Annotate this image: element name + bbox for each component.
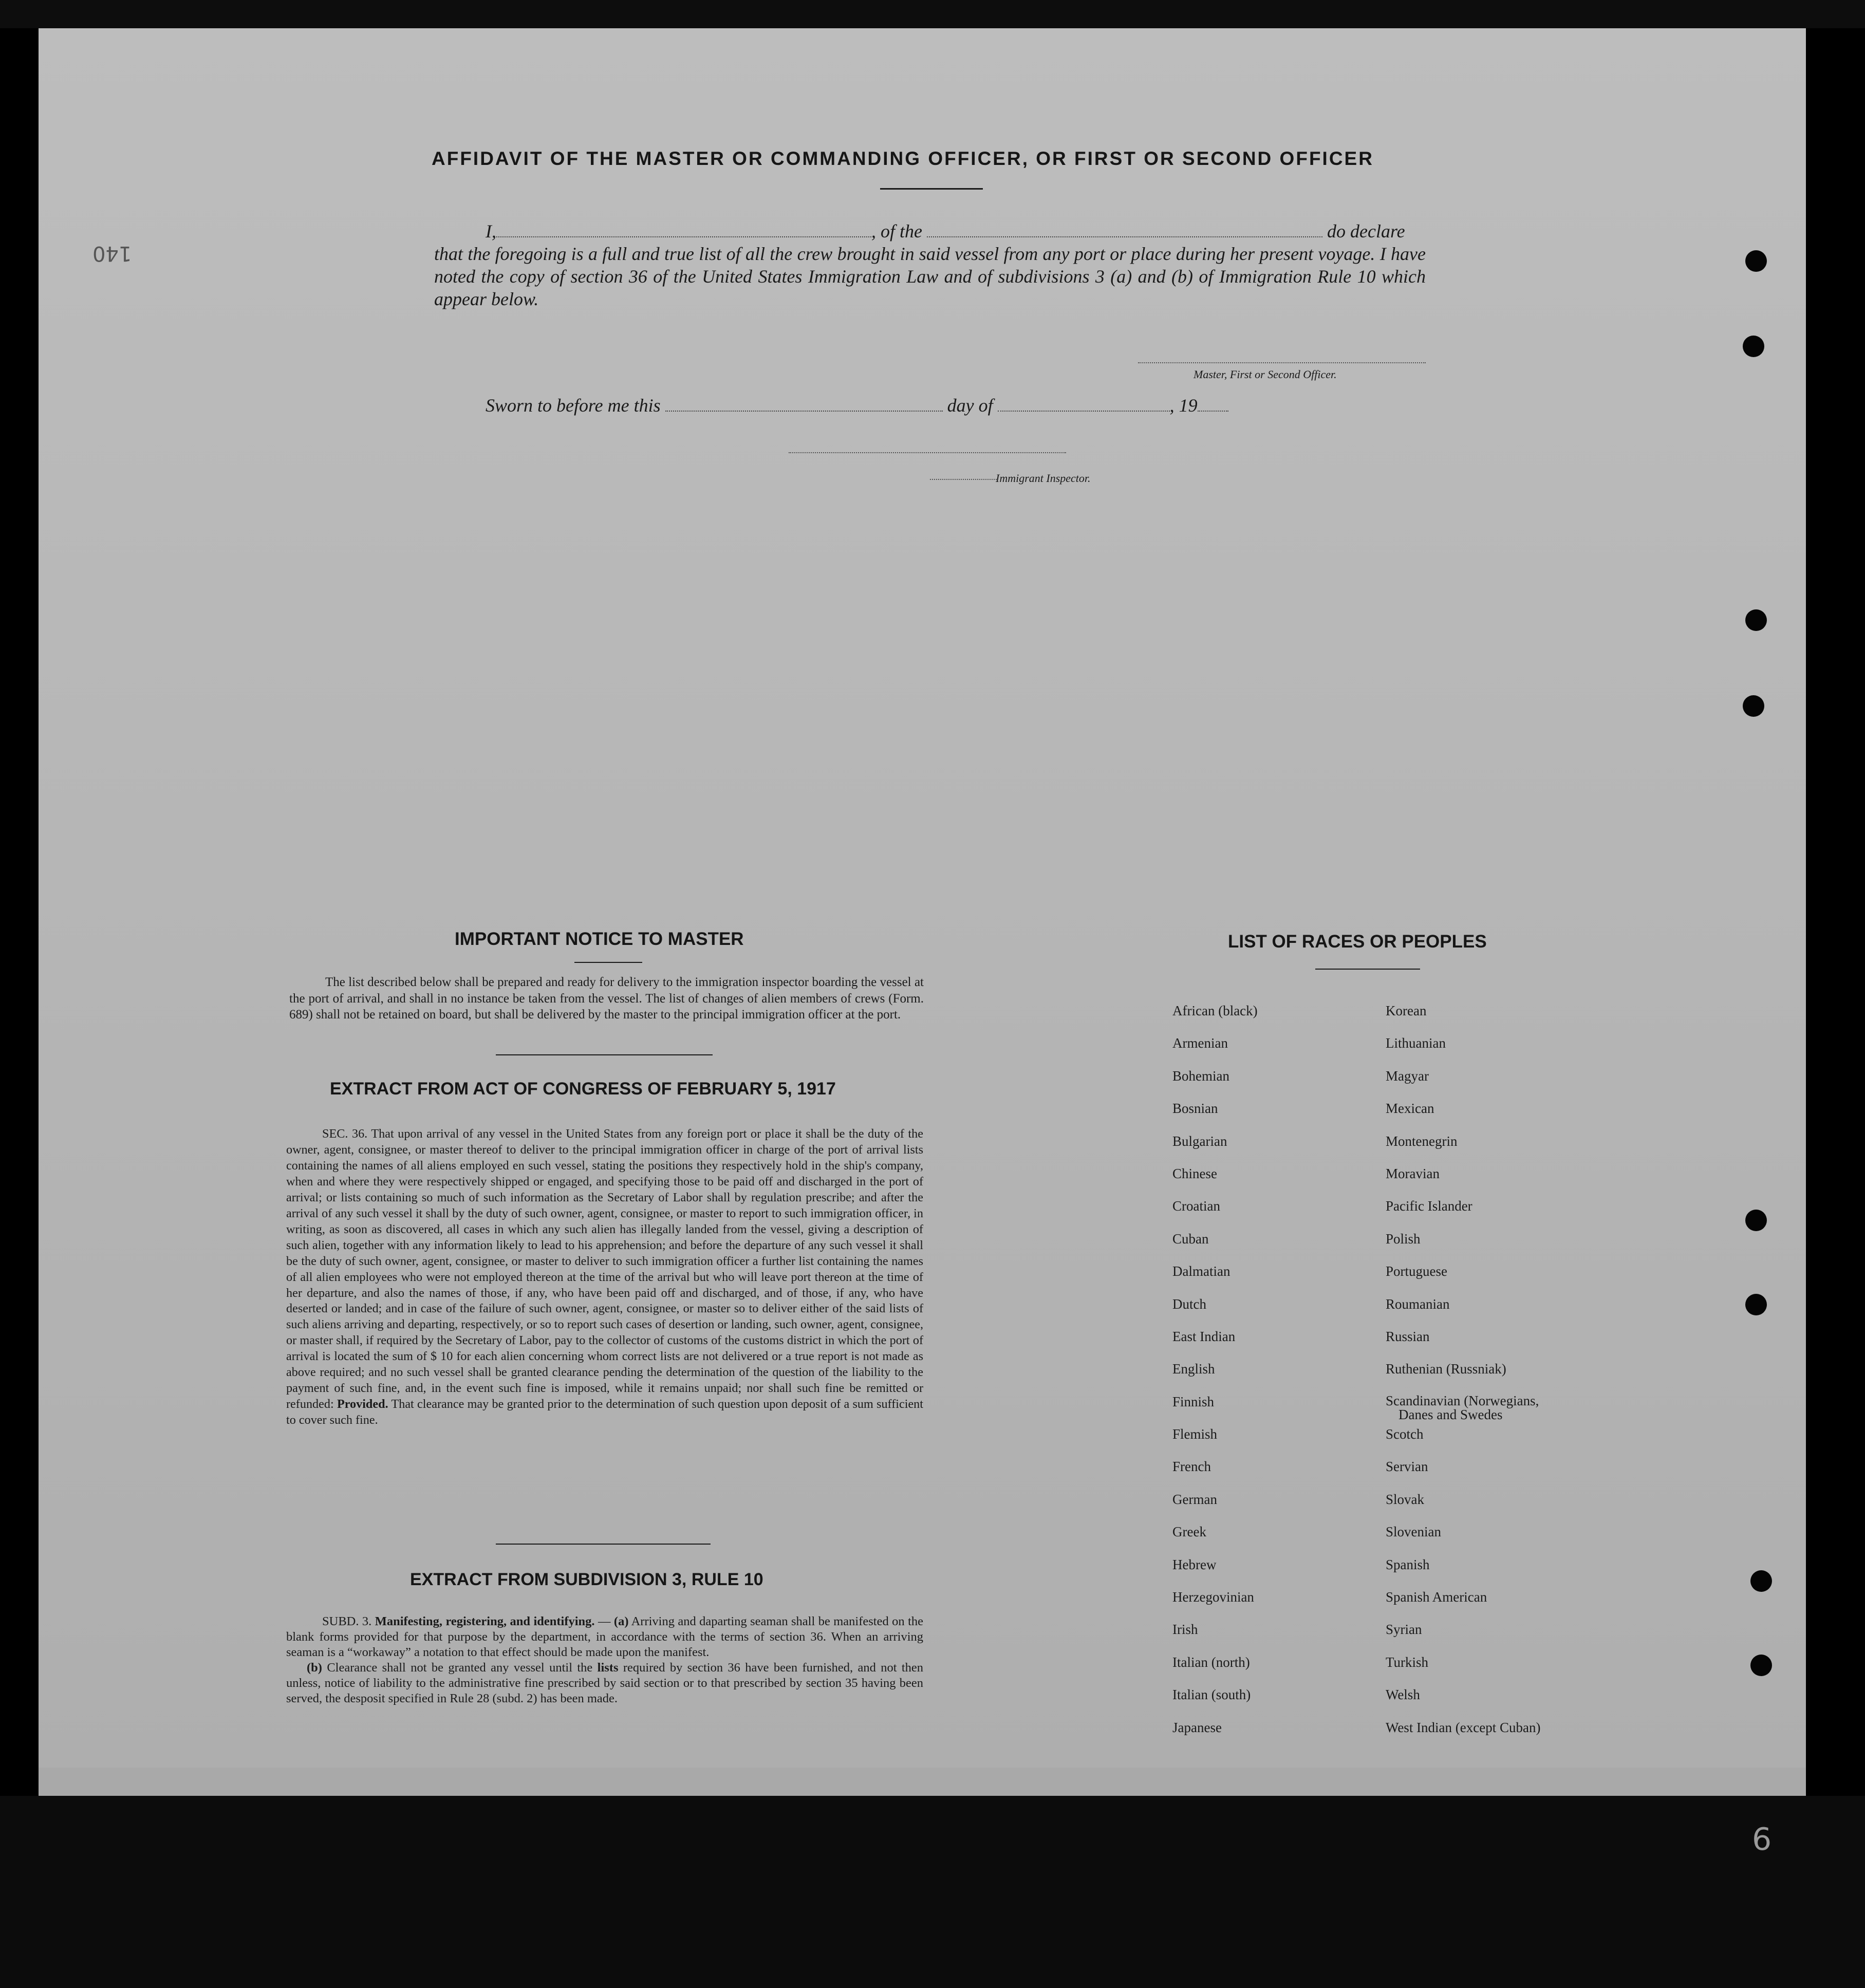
race-item: Magyar [1386, 1068, 1429, 1084]
race-item: Syrian [1386, 1622, 1422, 1638]
act-heading: EXTRACT FROM ACT OF CONGRESS OF FEBRUARY 5, 1917 [330, 1079, 836, 1099]
races-heading-rule [1315, 969, 1420, 970]
affidavit-i: I, [486, 221, 496, 241]
races-right-column [1386, 1003, 1540, 1752]
race-item: Spanish [1386, 1556, 1430, 1572]
rule-subd-prefix: SUBD. 3. [322, 1614, 372, 1628]
race-item: Mexican [1386, 1101, 1434, 1117]
affidavit-title: AFFIDAVIT OF THE MASTER OR COMMANDING OFFICER, OR FIRST OR SECOND OFFICER [432, 148, 1374, 169]
affidavit-text [434, 220, 1426, 310]
race-item: Croatian [1172, 1198, 1220, 1214]
punch-hole [1743, 336, 1764, 357]
title-rule [880, 188, 983, 190]
scan-bottom-border [0, 1796, 1865, 1988]
punch-hole [1750, 1655, 1772, 1676]
page-bottom-edge [39, 1768, 1806, 1798]
inspector-caption: Immigrant Inspector. [996, 472, 1091, 485]
race-item: Armenian [1172, 1035, 1228, 1051]
notice-divider [496, 1054, 713, 1055]
race-item: Dalmatian [1172, 1264, 1230, 1279]
race-item: East Indian [1172, 1328, 1236, 1344]
act-divider [496, 1544, 711, 1545]
rule-b-text-1: Clearance shall not be granted any vessel until the [327, 1661, 593, 1675]
notice-paragraph: The list described below shall be prepared and ready for delivery to the immigration inspector boarding the vessel at the port of arrival, and shall in no instance be taken from the vessel. The list of changes of alien members of crews (Form. 689) shall not be retained on board, but shall be delivered by the master to the principal immigration officer at the port. [289, 975, 924, 1021]
race-item: Lithuanian [1386, 1035, 1446, 1051]
race-item: Slovenian [1386, 1524, 1441, 1540]
races-heading: LIST OF RACES OR PEOPLES [1228, 932, 1487, 952]
race-item: Scandinavian (Norwegians, [1386, 1392, 1539, 1408]
sworn-day-field[interactable] [665, 395, 943, 412]
vessel-field[interactable] [927, 221, 1322, 237]
race-item: Pacific Islander [1386, 1198, 1472, 1214]
race-item: Roumanian [1386, 1296, 1450, 1312]
race-item: Dutch [1172, 1296, 1206, 1312]
race-item: German [1172, 1491, 1217, 1507]
race-item: Russian [1386, 1328, 1430, 1344]
rule-heading: EXTRACT FROM SUBDIVISION 3, RULE 10 [410, 1570, 763, 1589]
pencil-annotation: 6 [1752, 1822, 1772, 1857]
race-item: Servian [1386, 1459, 1428, 1475]
inspector-signature-line-2[interactable] [930, 479, 997, 480]
affidavit-body: that the foregoing is a full and true list of all the crew brought in said vessel from any port or place during her present voyage. I have noted the copy of section 36 of the United States Immigration Law and of subdivisions 3 (a) and (b) of Immigration Rule 10 which appear below. [434, 244, 1426, 309]
race-item: Moravian [1386, 1165, 1440, 1181]
race-item: Flemish [1172, 1426, 1218, 1442]
notice-heading-rule [574, 962, 642, 963]
race-item: Japanese [1172, 1719, 1222, 1735]
pencil-annotation: 140 [92, 241, 132, 265]
act-proviso-label: Provided. [337, 1397, 388, 1411]
sworn-year-prefix: , 19 [1169, 395, 1198, 416]
punch-hole [1745, 1294, 1767, 1315]
race-item: Welsh [1386, 1687, 1420, 1703]
act-proviso-text: That clearance may be granted prior to the determination of such question upon deposit of a sum sufficient to cover such fine. [286, 1397, 923, 1427]
race-item: Korean [1386, 1003, 1427, 1018]
race-item: French [1172, 1459, 1211, 1475]
sworn-year-field[interactable] [1198, 395, 1228, 412]
race-item: Montenegrin [1386, 1133, 1458, 1149]
race-item: Ruthenian (Russniak) [1386, 1361, 1506, 1377]
race-item: Bohemian [1172, 1068, 1229, 1084]
race-item: African (black) [1172, 1003, 1258, 1018]
race-item: Hebrew [1172, 1556, 1217, 1572]
race-item: Turkish [1386, 1654, 1429, 1670]
rule-subd-title: Manifesting, registering, and identifying. [375, 1614, 595, 1628]
sworn-month-field[interactable] [998, 395, 1170, 412]
rule-a-label: (a) [613, 1614, 629, 1628]
rule-text [286, 1614, 923, 1706]
race-item: Polish [1386, 1231, 1421, 1247]
punch-hole [1745, 1210, 1767, 1231]
sworn-line [486, 395, 1228, 416]
rule-b-lists: lists [597, 1661, 619, 1675]
act-paragraph [286, 1126, 923, 1428]
race-item: Finnish [1172, 1394, 1215, 1409]
race-item: Bulgarian [1172, 1133, 1227, 1149]
race-item: Italian (north) [1172, 1654, 1250, 1670]
races-left-column [1172, 1003, 1258, 1752]
affidavit-of-the: , of the [871, 221, 922, 241]
rule-b-label: (b) [307, 1661, 322, 1675]
rule-paragraph-a [286, 1614, 923, 1660]
race-item: English [1172, 1361, 1215, 1377]
rule-paragraph-b [286, 1660, 923, 1706]
race-item: Scotch [1386, 1426, 1424, 1442]
race-item: Slovak [1386, 1491, 1425, 1507]
race-item: Italian (south) [1172, 1687, 1251, 1703]
act-text [286, 1126, 923, 1428]
race-item: Irish [1172, 1622, 1198, 1638]
affidavit-do-declare: do declare [1327, 221, 1405, 241]
punch-hole [1750, 1570, 1772, 1592]
signature-caption: Master, First or Second Officer. [1193, 368, 1337, 381]
inspector-signature-line[interactable] [789, 452, 1066, 453]
notice-heading: IMPORTANT NOTICE TO MASTER [455, 929, 744, 949]
rule-dash: — [594, 1614, 614, 1628]
sworn-day-of: day of [947, 395, 993, 416]
punch-hole [1743, 695, 1764, 717]
notice-text [289, 974, 924, 1023]
rule-b-text-2: required by section 36 have been furnished, and not then unless, notice of liability to the administrative fine prescribed by said section or to that prescribed by section 35 having been served, the desposit specified in Rule 28 (subd. 2) has been made. [286, 1661, 924, 1705]
name-field[interactable] [496, 221, 871, 237]
sworn-prefix: Sworn to before me this [486, 395, 661, 416]
race-item-two-line [1386, 1394, 1540, 1426]
punch-hole [1745, 250, 1767, 272]
race-item: Greek [1172, 1524, 1206, 1540]
race-item: West Indian (except Cuban) [1386, 1719, 1541, 1735]
race-item: Chinese [1172, 1165, 1217, 1181]
rule-a-text: Arriving and daparting seaman shall be manifested on the blank forms provided for that purpose by the department, in accordance with the terms of section 36. When an arriving seaman is a “workaway” a notation to that effect should be made upon the manifest. [286, 1614, 924, 1659]
race-item: Spanish American [1386, 1589, 1487, 1605]
punch-hole [1745, 609, 1767, 631]
affidavit-first-line [434, 220, 1426, 243]
race-item: Portuguese [1386, 1264, 1447, 1279]
signature-line[interactable] [1138, 362, 1426, 363]
scan-top-border [0, 0, 1865, 28]
act-section-text: SEC. 36. That upon arrival of any vessel in the United States from any foreign port or place it shall be the duty of the owner, agent, consignee, or master thereof to deliver to the principal immigration officer in charge of the port of arrival lists containing the names of all aliens employed en such vessel, stating the positions they respectively hold in the ship's company, when and where they were respectively shipped or engaged, and specifying those to be paid off and discharged in the port of arrival; or lists containing so much of such information as the Secretary of Labor shall by regulation prescribe; and after the arrival of any such vessel it shall by the duty of such owner, agent, consignee, or master to report to such immigration officer, in writing, as soon as discovered, all cases in which any such alien has illegally landed from the vessel, giving a description of such alien, together with any information likely to lead to his apprehension; and before the departure of any such vessel it shall be the duty of such owner, agent, consignee, or master to deliver to such immigration officer a further list containing the names of all alien employees who were not employed thereon at the time of the arrival but who will leave port thereon at the time of her departure, and also the names of those, if any, who have been paid off and discharged, and of those, if any, who have deserted or landed; and in case of the failure of such owner, agent, consignee, or master so to deliver either of the said lists of such aliens arriving and departing, respectively, or so to report such cases of desertion or landing, such owner, agent, consignee, or master shall, if required by the Secretary of Labor, pay to the collector of customs of the customs district in which the port of arrival is located the sum of $ 10 for each alien concerning whom correct lists are not delivered or a true report is not made as above required; and no such vessel shall be granted clearance pending the determination of the question of the liability to the payment of such fine, and, in the event such fine is imposed, while it remains unpaid; nor shall such fine be remitted or refunded: [286, 1127, 923, 1411]
race-item: Herzegovinian [1172, 1589, 1254, 1605]
race-item: Cuban [1172, 1231, 1209, 1247]
race-item-continuation: Danes and Swedes [1398, 1406, 1503, 1422]
race-item: Bosnian [1172, 1101, 1218, 1117]
